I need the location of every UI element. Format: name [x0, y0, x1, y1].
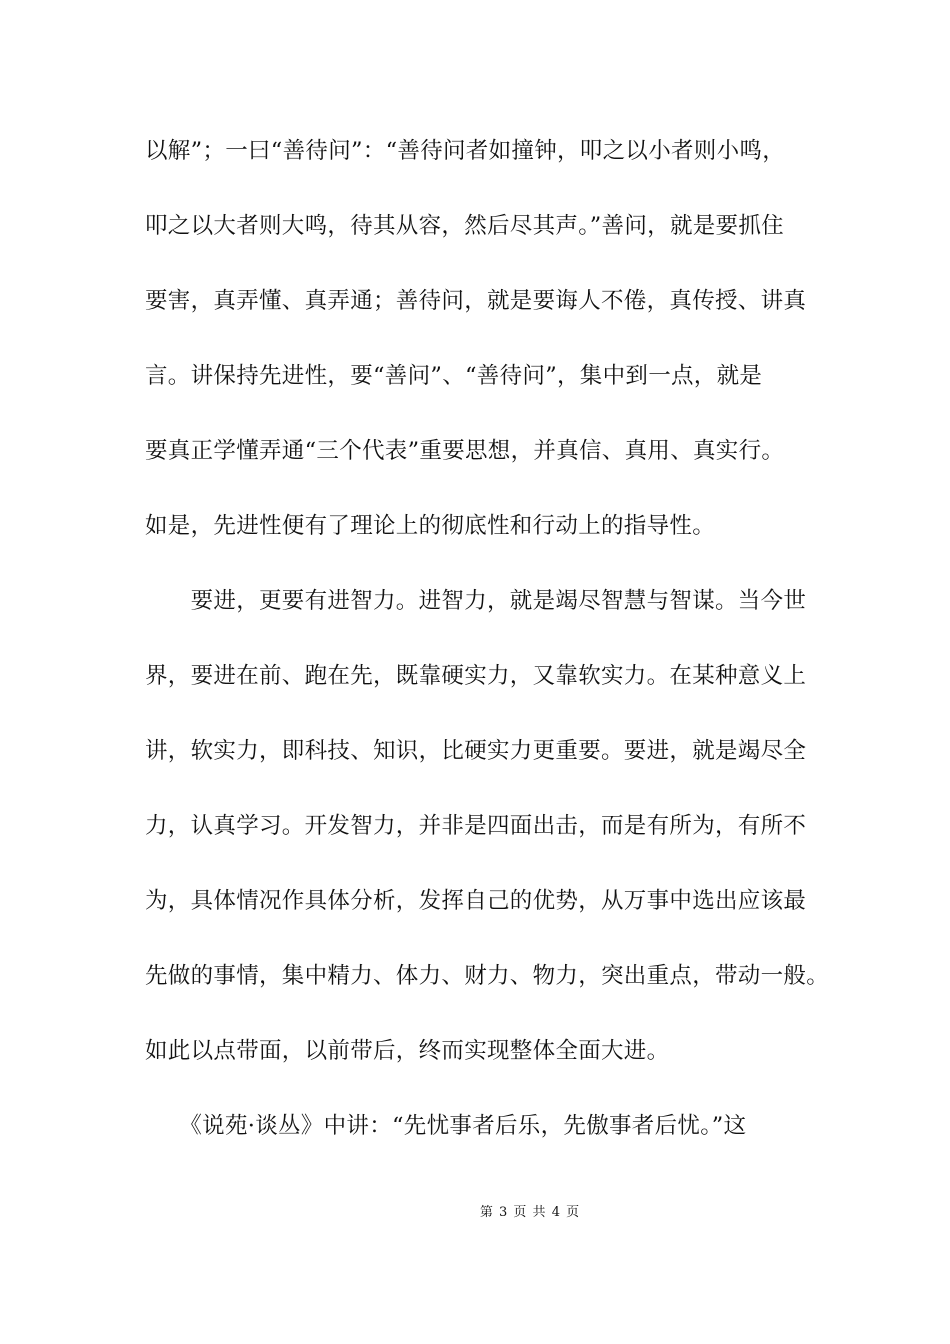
page-footer: 第 3 页 共 4 页 — [479, 1205, 581, 1220]
text-line-10: 力，认真学习。开发智力，并非是四面出击，而是有所为，有所不 — [145, 813, 807, 839]
text-line-13: 如此以点带面，以前带后，终而实现整体全面大进。 — [145, 1038, 670, 1064]
text-line-6: 如是，先进性便有了理论上的彻底性和行动上的指导性。 — [145, 513, 716, 539]
text-line-7: 要进，更要有进智力。进智力，就是竭尽智慧与智谋。当今世 — [145, 588, 807, 614]
text-line-12: 先做的事情，集中精力、体力、财力、物力，突出重点，带动一般。 — [145, 963, 830, 989]
text-line-5: 要真正学懂弄通“三个代表”重要思想，并真信、真用、真实行。 — [145, 438, 785, 464]
text-line-14: 《说苑·谈丛》中讲：“先忧事者后乐，先傲事者后忧。”这 — [145, 1113, 747, 1139]
text-line-1: 以解”；一曰“善待问”：“善待问者如撞钟，叩之以小者则小鸣， — [145, 138, 786, 164]
text-line-2: 叩之以大者则大鸣，待其从容，然后尽其声。”善问，就是要抓住 — [145, 213, 784, 239]
text-line-3: 要害，真弄懂、真弄通；善待问，就是要诲人不倦，真传授、讲真 — [145, 288, 807, 314]
text-line-9: 讲，软实力，即科技、知识，比硬实力更重要。要进，就是竭尽全 — [145, 738, 807, 764]
text-line-11: 为，具体情况作具体分析，发挥自己的优势，从万事中选出应该最 — [145, 888, 807, 914]
text-line-8: 界，要进在前、跑在先，既靠硬实力，又靠软实力。在某种意义上 — [145, 663, 807, 689]
text-line-4: 言。讲保持先进性，要“善问”、“善待问”，集中到一点，就是 — [145, 363, 763, 389]
